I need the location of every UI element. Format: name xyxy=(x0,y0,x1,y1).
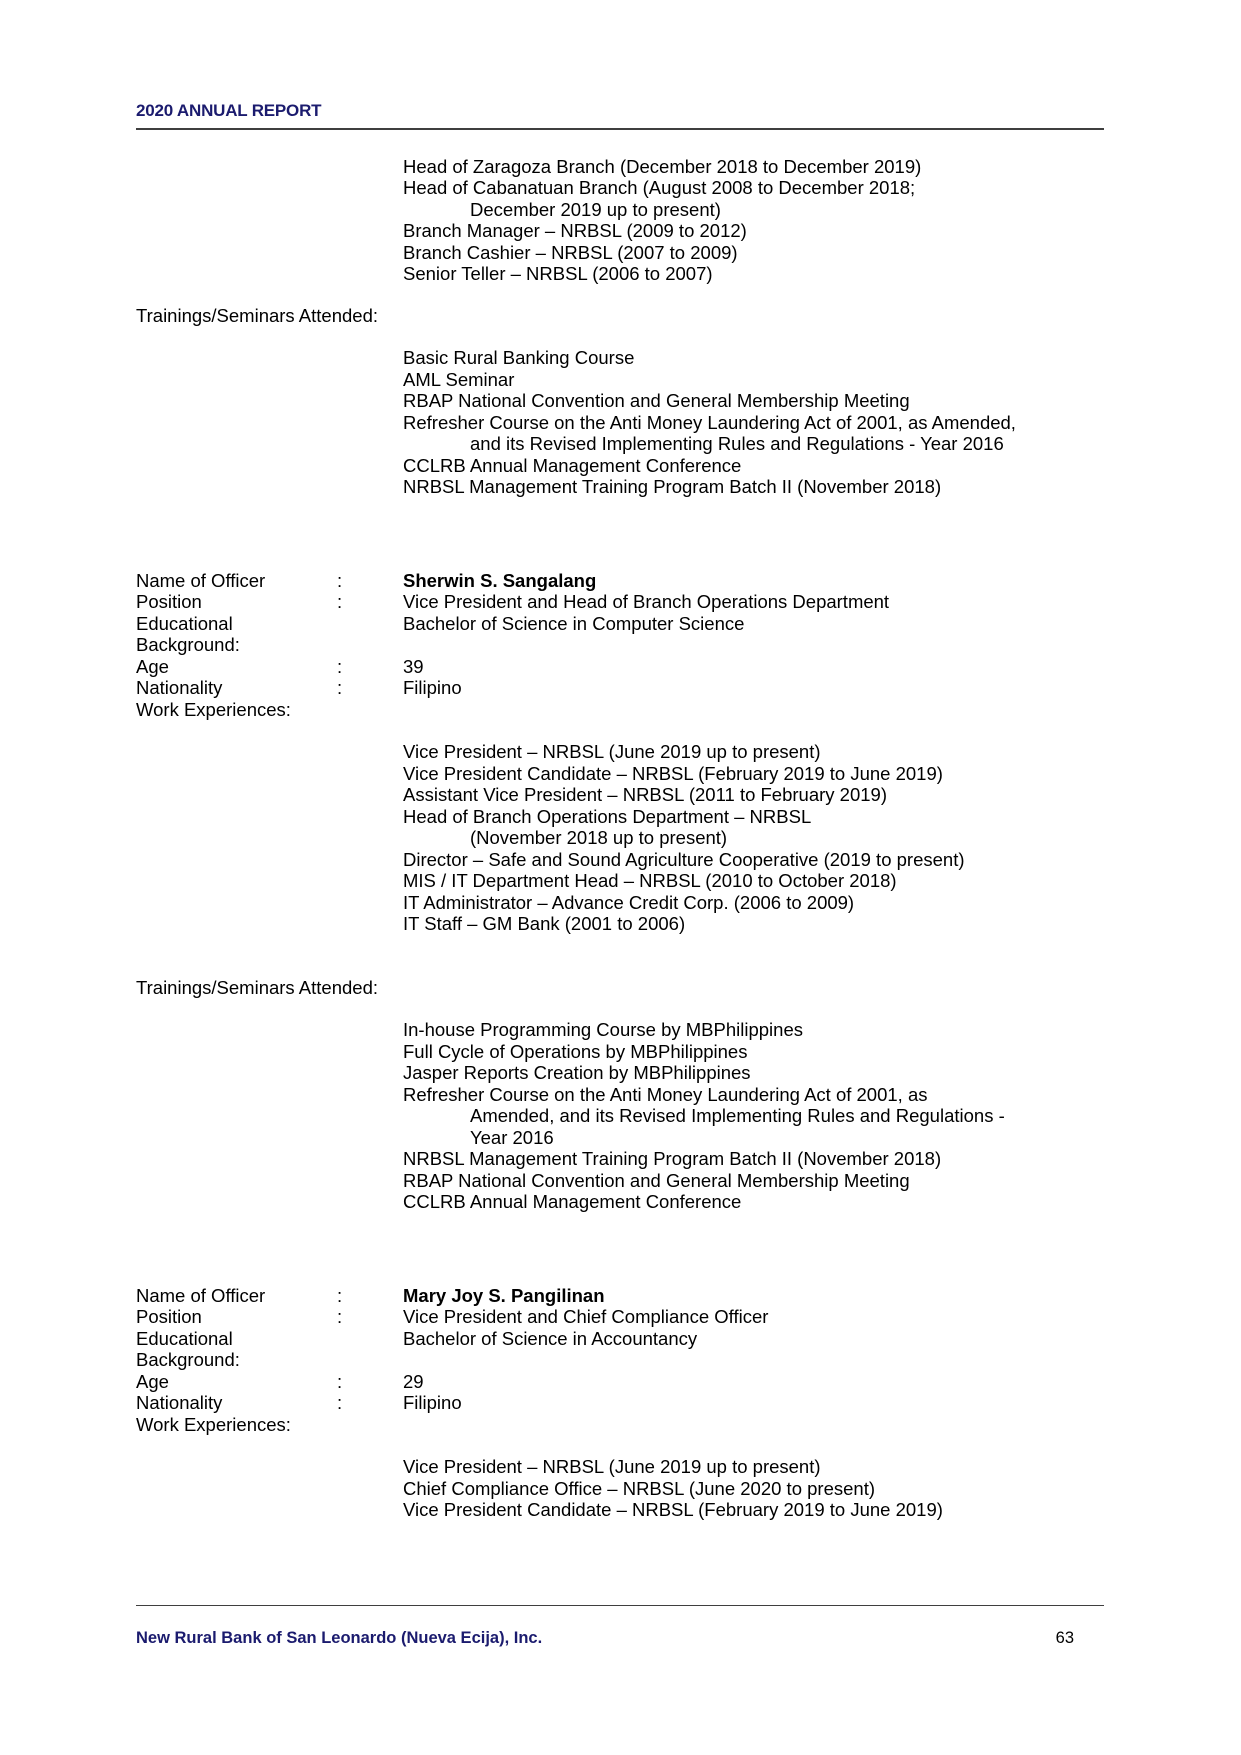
officer-field-row xyxy=(136,1306,1104,1328)
officer-work-experiences xyxy=(136,741,1104,935)
training-line: CCLRB Annual Management Conference xyxy=(403,454,742,476)
field-label: Position xyxy=(136,1306,202,1327)
officer-field-row xyxy=(136,591,1104,613)
field-value: Sherwin S. Sangalang xyxy=(403,569,597,591)
document-body xyxy=(136,156,1104,1521)
field-colon: : xyxy=(337,677,343,698)
header-rule xyxy=(136,128,1104,130)
officer-trainings xyxy=(136,1019,1104,1213)
work-experience-line: Director – Safe and Sound Agriculture Cooperative (2019 to present) xyxy=(403,848,965,870)
field-label: Nationality xyxy=(136,677,223,698)
field-value: Mary Joy S. Pangilinan xyxy=(403,1284,605,1306)
work-experience-line: December 2019 up to present) xyxy=(470,198,721,220)
officer-fields xyxy=(136,1285,1104,1436)
training-line: and its Revised Implementing Rules and Regulations - Year 2016 xyxy=(470,433,1004,454)
officer-field-row xyxy=(136,1285,1104,1307)
work-experience-line: Branch Cashier – NRBSL (2007 to 2009) xyxy=(403,241,738,263)
field-colon: : xyxy=(337,1370,343,1392)
field-colon: : xyxy=(337,591,343,612)
work-experience-line: Vice President – NRBSL (June 2019 up to present) xyxy=(403,741,821,762)
work-experience-line: Vice President Candidate – NRBSL (February 2019 to June 2019) xyxy=(403,762,943,784)
field-label: Age xyxy=(136,655,169,677)
training-line: Jasper Reports Creation by MBPhilippines xyxy=(403,1062,751,1083)
work-experience-line: Head of Zaragoza Branch (December 2018 to December 2019) xyxy=(403,155,922,177)
training-line: Full Cycle of Operations by MBPhilippines xyxy=(403,1040,748,1062)
field-colon: : xyxy=(337,569,343,591)
field-label: Educational Background: xyxy=(136,612,240,655)
field-colon: : xyxy=(337,1284,343,1306)
officer-work-experiences xyxy=(136,1456,1104,1521)
field-value: Vice President and Head of Branch Operations Department xyxy=(403,591,890,612)
footer-row xyxy=(136,1628,1104,1650)
officer-field-row xyxy=(136,1371,1104,1393)
training-line: Refresher Course on the Anti Money Laundering Act of 2001, as Amended, xyxy=(403,411,1016,433)
work-experience-line: MIS / IT Department Head – NRBSL (2010 to October 2018) xyxy=(403,870,897,891)
officer-field-row xyxy=(136,699,1104,721)
officer-section-pangilinan xyxy=(136,1285,1104,1521)
field-colon: : xyxy=(337,655,343,677)
training-line: NRBSL Management Training Program Batch II (November 2018) xyxy=(403,1148,942,1169)
work-experience-line: Chief Compliance Office – NRBSL (June 2020 to present) xyxy=(403,1477,875,1499)
field-value: 39 xyxy=(403,655,424,677)
training-line: Basic Rural Banking Course xyxy=(403,347,635,368)
work-experience-line: (November 2018 up to present) xyxy=(470,827,728,848)
officer-fields xyxy=(136,570,1104,721)
training-line: CCLRB Annual Management Conference xyxy=(403,1191,742,1212)
field-value: Filipino xyxy=(403,1392,462,1413)
page-header xyxy=(136,100,1104,130)
training-line: In-house Programming Course by MBPhilippines xyxy=(403,1019,803,1040)
field-value: 29 xyxy=(403,1370,424,1392)
training-line: Amended, and its Revised Implementing Rules and Regulations - xyxy=(470,1105,1005,1126)
field-label: Position xyxy=(136,591,202,612)
training-line: Year 2016 xyxy=(470,1126,554,1148)
footer-rule xyxy=(136,1605,1104,1607)
field-value: Bachelor of Science in Computer Science xyxy=(403,612,745,634)
work-experience-line: IT Staff – GM Bank (2001 to 2006) xyxy=(403,913,686,934)
officer-field-row xyxy=(136,656,1104,678)
work-experience-line: IT Administrator – Advance Credit Corp. (2006 to 2009) xyxy=(403,891,855,913)
officer-field-row xyxy=(136,570,1104,592)
previous-officer-trainings xyxy=(136,347,1104,498)
footer-bank-name: New Rural Bank of San Leonardo (Nueva Ecija), Inc. xyxy=(136,1629,543,1647)
work-experience-line: Head of Cabanatuan Branch (August 2008 to December 2018; xyxy=(403,177,916,198)
training-line: NRBSL Management Training Program Batch II (November 2018) xyxy=(403,476,942,497)
field-label: Name of Officer xyxy=(136,1284,266,1306)
officer-field-row xyxy=(136,613,1104,656)
work-experience-line: Branch Manager – NRBSL (2009 to 2012) xyxy=(403,220,747,241)
field-label: Work Experiences: xyxy=(136,698,291,720)
work-experience-line: Vice President Candidate – NRBSL (February 2019 to June 2019) xyxy=(403,1499,943,1520)
field-label: Educational Background: xyxy=(136,1327,240,1370)
work-experience-line: Vice President – NRBSL (June 2019 up to present) xyxy=(403,1456,821,1477)
officer-section-sangalang xyxy=(136,570,1104,1213)
training-line: Refresher Course on the Anti Money Laundering Act of 2001, as xyxy=(403,1083,928,1105)
field-colon xyxy=(337,1328,403,1371)
field-colon: : xyxy=(337,1392,343,1413)
field-label: Age xyxy=(136,1370,169,1392)
field-colon: : xyxy=(337,1306,343,1327)
page-title: 2020 ANNUAL REPORT xyxy=(136,101,322,120)
trainings-attended-label: Trainings/Seminars Attended: xyxy=(136,976,378,998)
officer-field-row xyxy=(136,1414,1104,1436)
training-line: RBAP National Convention and General Membership Meeting xyxy=(403,390,910,411)
officer-field-row xyxy=(136,677,1104,699)
work-experience-line: Head of Branch Operations Department – NRBSL xyxy=(403,805,812,827)
work-experience-line: Senior Teller – NRBSL (2006 to 2007) xyxy=(403,263,713,284)
footer-page-number: 63 xyxy=(1055,1629,1074,1647)
field-colon xyxy=(337,1414,403,1436)
training-line: AML Seminar xyxy=(403,368,515,390)
training-line: RBAP National Convention and General Membership Meeting xyxy=(403,1169,910,1191)
officer-field-row xyxy=(136,1392,1104,1414)
officer-field-row xyxy=(136,1328,1104,1371)
field-value xyxy=(403,1414,1104,1436)
work-experience-line: Assistant Vice President – NRBSL (2011 to February 2019) xyxy=(403,784,887,805)
trainings-attended-label: Trainings/Seminars Attended: xyxy=(136,304,378,326)
field-colon xyxy=(337,613,403,656)
field-colon xyxy=(337,699,403,721)
continued-work-experiences xyxy=(136,156,1104,285)
field-value xyxy=(403,699,1104,721)
field-value: Bachelor of Science in Accountancy xyxy=(403,1327,698,1349)
field-value: Vice President and Chief Compliance Officer xyxy=(403,1306,769,1327)
field-value: Filipino xyxy=(403,677,462,698)
field-label: Work Experiences: xyxy=(136,1413,291,1435)
field-label: Nationality xyxy=(136,1392,223,1413)
field-label: Name of Officer xyxy=(136,569,266,591)
page-footer xyxy=(136,1605,1104,1650)
